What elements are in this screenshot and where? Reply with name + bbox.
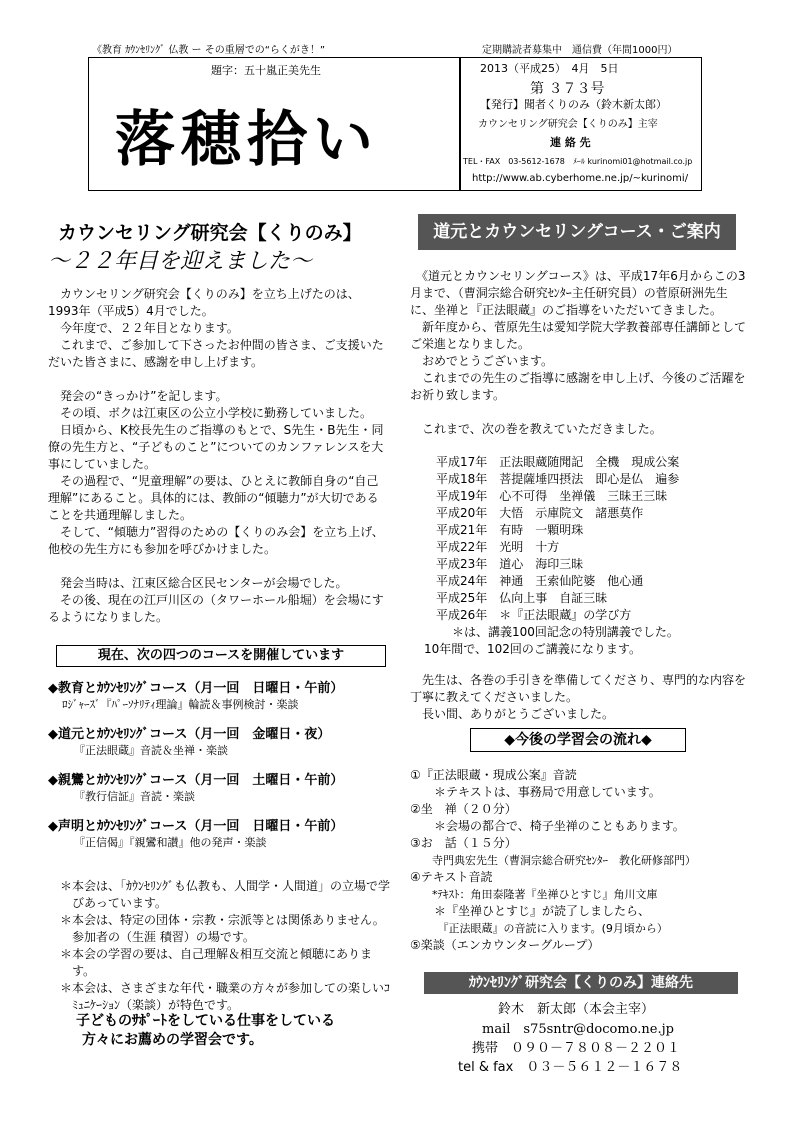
flow-item: ①『正法眼蔵・現成公案』音読: [410, 768, 577, 782]
courses-heading: 現在、次の四つのコースを開催しています: [56, 645, 386, 667]
chapter-item: 平成19年 心不可得 坐禅儀 三昧王三昧: [436, 489, 668, 503]
flow-item: ④テキスト音読: [410, 870, 493, 884]
courses-list: [48, 680, 398, 860]
chapter-item: 平成21年 有時 一顆明珠: [436, 523, 584, 537]
paragraph: カウンセリング研究会【くりのみ】を立ち上げたのは、1993年（平成5）4月でした。: [48, 287, 360, 318]
paragraph: 発会当時は、江東区総合区民センターが会場でした。: [48, 576, 348, 590]
paragraph: 《道元とカウンセリングコース》は、平成17年6月からこの3月まで、（曹洞宗総合研究ｾﾝﾀｰ主任研究員）の菅原研洲先生に、坐禅と『正法眼蔵』のご指導をいただいてきました。: [410, 269, 746, 317]
right-intro: [410, 268, 750, 438]
flow-heading: ◆今後の学習会の流れ◆: [470, 728, 686, 752]
paragraph: その後、現在の江戸川区の（タワーホール船堀）を会場にするようになりました。: [48, 593, 384, 624]
masthead-box: [88, 57, 461, 191]
chapter-item: 平成20年 大悟 示庫院文 諸悪莫作: [436, 506, 644, 520]
chapter-item: 平成23年 道心 海印三昧: [436, 557, 584, 571]
paragraph: 発会の“きっかけ”を記します。: [48, 389, 228, 403]
right-closing: [410, 672, 750, 723]
chapter-item: 平成18年 菩提薩埵四摂法 即心是仏 遍参: [436, 472, 680, 486]
chapter-note: ＊は、講義100回記念の特別講義でした。: [452, 625, 679, 639]
course-item: [48, 818, 398, 850]
note-item: ＊本会は、さまざまな年代・職業の方々が参加しての楽しいｺﾐｭﾆｹｰｼｮﾝ（楽談）が特色です。: [60, 981, 391, 1012]
flow-item: ＊会場の都合で、椅子坐禅のこともあります。: [410, 819, 685, 833]
chapter-item: 平成24年 神通 王索仙陀婆 他心通: [436, 574, 644, 588]
organizer: カウンセリング研究会【くりのみ】主宰: [478, 119, 658, 130]
closing-line: 子どものｻﾎﾟｰﾄをしている仕事をしている: [76, 1013, 335, 1029]
course-title: ◆親鸞とｶｳﾝｾﾘﾝｸﾞコース（月一回 土曜日・午前）: [48, 773, 344, 788]
flow-item: ②坐 禅（２０分）: [410, 802, 517, 816]
chapter-summary: 10年間で、102回のご講義になります。: [424, 642, 641, 656]
chapter-item: 平成22年 光明 十方: [436, 540, 560, 554]
calligraphy-credit: 題字：五十嵐正美先生: [211, 64, 321, 77]
paragraph: 今年度で、２２年目となります。: [48, 321, 239, 335]
closing-message: [76, 1012, 335, 1050]
course-title: ◆教育とｶｳﾝｾﾘﾝｸﾞコース（月一回 日曜日・午前）: [48, 681, 344, 696]
contact-name: 鈴木 新太郎（本会主宰）: [498, 1002, 655, 1017]
chapter-item: 平成26年 ＊『正法眼蔵』の学び方: [436, 608, 632, 622]
paragraph: これまでの先生のご指導に感謝を申し上げ、今後のご活躍をお祈り致します。: [410, 371, 746, 402]
course-title: ◆道元とｶｳﾝｾﾘﾝｸﾞコース（月一回 金曜日・夜）: [48, 727, 331, 742]
note-item: ＊本会の学習の要は、自己理解＆相互交流と傾聴にあります。: [60, 947, 373, 978]
notes: [60, 878, 390, 1014]
note-item: ＊本会は、特定の団体・宗教・宗派等とは関係ありません。参加者の（生涯 積習）の場です。: [60, 913, 385, 944]
paragraph: これまで、ご参加して下さったお仲間の皆さま、ご支援いただいた皆さまに、感謝を申し上げます。: [48, 338, 384, 369]
newsletter-logo: 落穂拾い: [115, 105, 379, 175]
course-item: [48, 680, 398, 712]
motto: 《教育 ｶｳﾝｾﾘﾝｸﾞ 仏教 ー その重層での“らくがき！”: [92, 45, 326, 56]
flow-item: ＊テキストは、事務局で用意しています。: [410, 785, 661, 799]
flow-list: [410, 767, 750, 954]
contact-heading: ｶｳﾝｾﾘﾝｸﾞ研究会【くりのみ】連絡先: [424, 972, 738, 994]
left-intro: [48, 286, 388, 626]
paragraph: おめでとうございます。: [410, 354, 554, 368]
publisher: 【発行】聞者くりのみ（鈴木新太郎）: [480, 98, 667, 111]
note-item: ＊本会は、「ｶｳﾝｾﾘﾝｸﾞも仏教も、人間学・人間道」の立場で学びあっています。: [60, 879, 391, 910]
contact-label: 連 絡 先: [550, 136, 591, 149]
left-subtitle: ～２２年目を迎えました～: [48, 249, 313, 274]
flow-item: ③お 話（１５分）: [410, 836, 517, 850]
flow-item: *ﾃｷｽﾄ：角田泰隆著『坐禅ひとすじ』角川文庫: [410, 888, 658, 901]
tel-fax-email: TEL・FAX 03-5612-1678 ﾒｰﾙ kurinomi01@hotmail.co.jp: [463, 157, 693, 166]
left-title: カウンセリング研究会【くりのみ】: [58, 222, 362, 244]
issue-date: 2013（平成25） 4月 5日: [480, 62, 619, 75]
paragraph: これまで、次の巻を教えていただきました。: [410, 422, 662, 436]
flow-item: 『正法眼蔵』の音読に入ります。(9月頃から）: [410, 922, 668, 935]
paragraph: 日頃から、K校長先生のご指導のもとで、S先生・B先生・同僚の先生方と、“子どものこと”についてのカンファレンスを大事にしていました。: [48, 423, 384, 471]
flow-item: ⑤楽談（エンカウンターグループ）: [410, 938, 600, 952]
paragraph: その過程で、“児童理解”の要は、ひとえに教師自身の“自己理解”にあること。具体的には、教師の“傾聴力”が大切であることを共通理解しました。: [48, 474, 379, 522]
issue-number: 第 ３７３号: [530, 81, 605, 97]
course-detail: 『正信偈』『親鸞和讃』他の発声・楽談: [74, 836, 267, 849]
subscription-notice: 定期購読者募集中 通信費（年間1000円）: [482, 45, 678, 56]
paragraph: 新年度から、菅原先生は愛知学院大学教養部専任講師としてご栄進となりました。: [410, 320, 747, 351]
website-url[interactable]: http://www.ab.cyberhome.ne.jp/~kurinomi/: [472, 173, 689, 184]
course-detail: 『教行信証』音読・楽談: [74, 790, 195, 803]
course-title: ◆声明とｶｳﾝｾﾘﾝｸﾞコース（月一回 日曜日・午前）: [48, 819, 344, 834]
paragraph: 長い間、ありがとうございました。: [410, 707, 615, 721]
chapter-item: 平成17年 正法眼蔵随聞記 全機 現成公案: [436, 455, 680, 469]
paragraph: その頃、ボクは江東区の公立小学校に勤務していました。: [48, 406, 373, 420]
chapter-item: 平成25年 仏向上事 自証三昧: [436, 591, 608, 605]
closing-line: 方々にお薦めの学習会です。: [82, 1032, 263, 1048]
course-item: [48, 726, 398, 758]
flow-item: ＊『坐禅ひとすじ』が読了しましたら、: [410, 904, 651, 918]
paragraph: そして、“傾聴力”習得のための【くりのみ会】を立ち上げ、他校の先生方にも参加を呼びかけました。: [48, 525, 384, 556]
chapter-list: [436, 454, 679, 624]
contact-mail[interactable]: mail s75sntr@docomo.ne.jp: [482, 1022, 674, 1037]
course-detail: ﾛｼﾞｬｰｽﾞ『ﾊﾟｰｿﾅﾘﾃｨ理論』輪読＆事例検討・楽談: [62, 698, 299, 711]
contact-mobile: 携帯 ０９０－７８０８－２２０１: [472, 1041, 681, 1056]
contact-telfax: tel & fax ０３－５６１２－１６７８: [458, 1060, 683, 1075]
issue-info-box: [459, 57, 702, 191]
paragraph: 先生は、各巻の手引きを準備してくださり、専門的な内容を丁寧に教えてくださいました。: [410, 673, 747, 704]
course-item: [48, 772, 398, 804]
right-title: 道元とカウンセリングコース・ご案内: [418, 214, 736, 250]
course-detail: 『正法眼蔵』音読＆坐禅・楽談: [74, 744, 228, 757]
flow-item: 寺門典宏先生（曹洞宗総合研究ｾﾝﾀｰ 教化研修部門）: [410, 854, 696, 867]
